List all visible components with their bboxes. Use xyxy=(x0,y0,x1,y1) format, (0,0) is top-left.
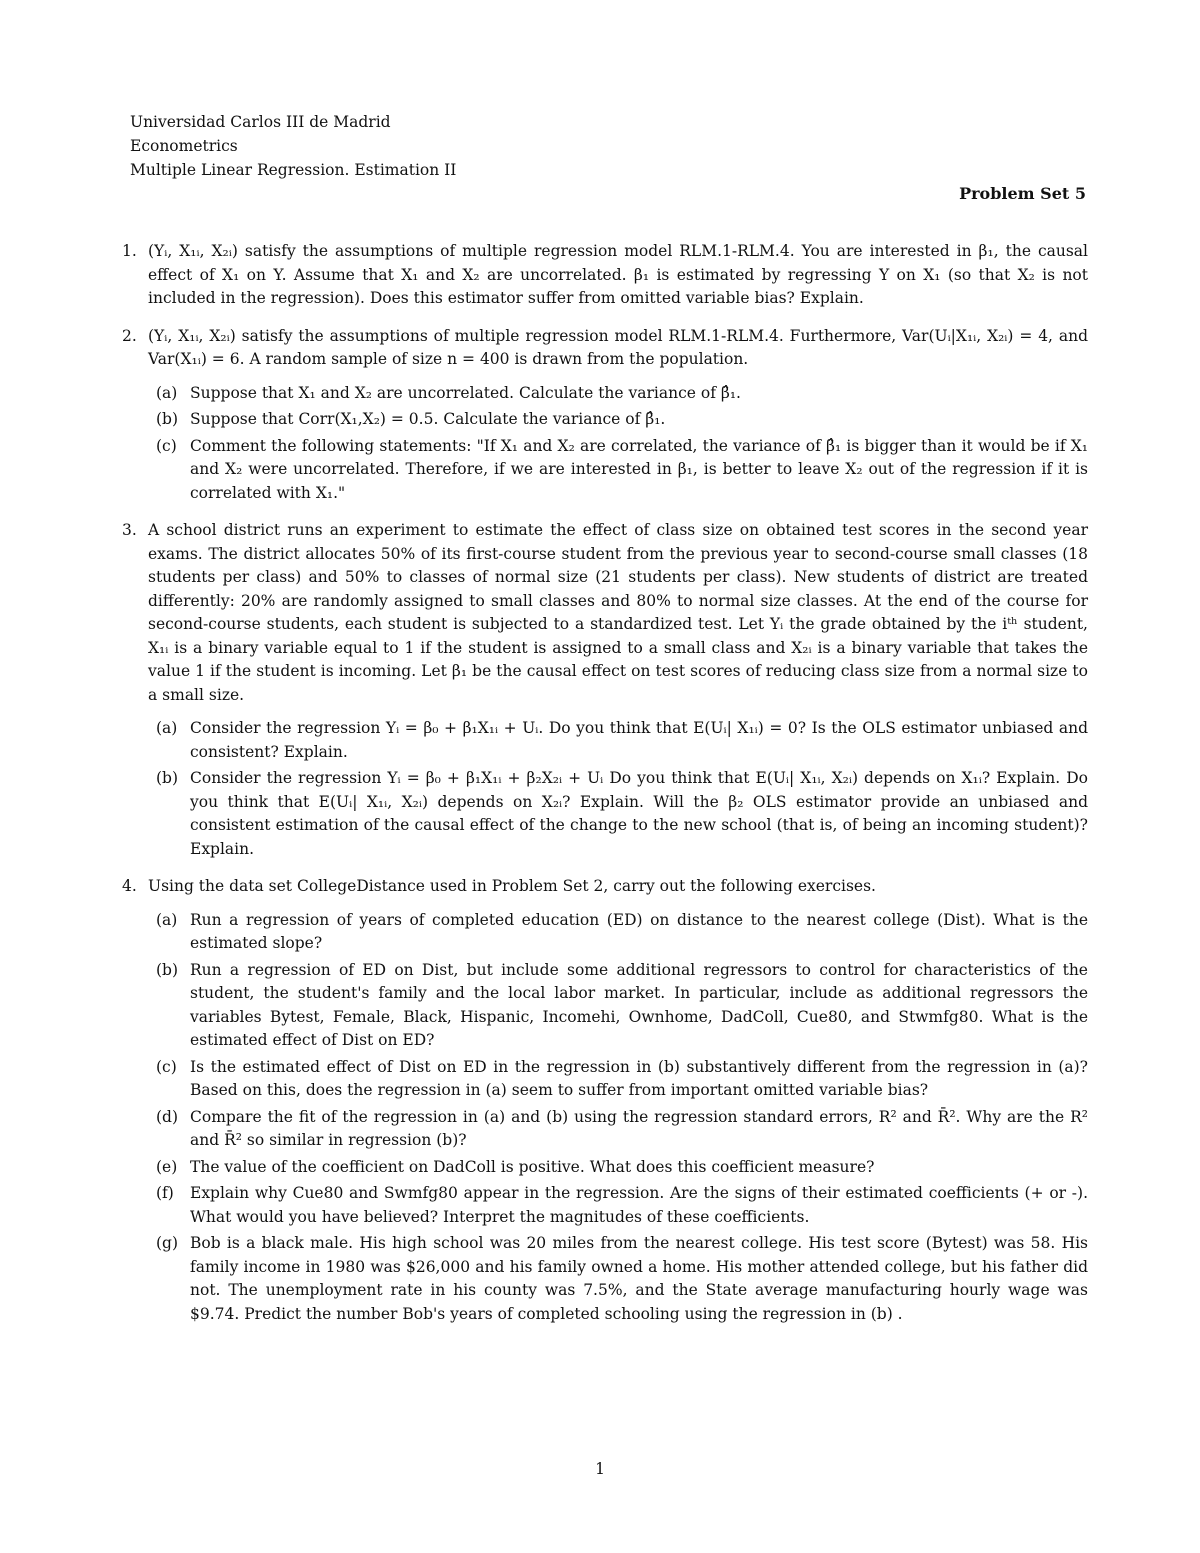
problem-text: Using the data set CollegeDistance used in Problem Set 2, carry out the following exercises. xyxy=(148,877,876,895)
subproblem-label: (e) xyxy=(156,1157,178,1176)
subproblem-label: (c) xyxy=(156,1057,177,1076)
subproblem-label: (f) xyxy=(156,1184,174,1202)
subproblem-4g xyxy=(148,1232,1088,1326)
subproblem-list xyxy=(148,382,1088,506)
subproblem-4b xyxy=(148,959,1088,1053)
subproblem-label: (a) xyxy=(156,719,178,737)
problem-set-title: Problem Set 5 xyxy=(959,184,1086,203)
problem-number: 4. xyxy=(122,877,137,895)
subproblem-label: (a) xyxy=(156,383,178,402)
subproblem-list xyxy=(148,909,1088,1327)
subproblem-4c xyxy=(148,1056,1088,1103)
problem-4 xyxy=(122,875,1088,1326)
subproblem-text: Consider the regression Yᵢ = β₀ + β₁X₁ᵢ + Uᵢ. Do you think that E(Uᵢ| X₁ᵢ) = 0? Is the OLS estimator unbiased and consistent? Explain. xyxy=(190,719,1088,761)
subproblem-label: (b) xyxy=(156,960,179,979)
subproblem-text: Suppose that X₁ and X₂ are uncorrelated. Calculate the variance of β̂₁. xyxy=(190,383,741,402)
subproblem-label: (g) xyxy=(156,1234,179,1252)
problem-1 xyxy=(122,240,1088,311)
university-name: Universidad Carlos III de Madrid xyxy=(130,113,391,131)
subproblem-3a xyxy=(148,717,1088,764)
problem-2 xyxy=(122,325,1088,506)
subproblem-text: Suppose that Corr(X₁,X₂) = 0.5. Calculate the variance of β̂₁. xyxy=(190,410,666,428)
subproblem-text: Run a regression of years of completed education (ED) on distance to the nearest college (Dist). What is the estimated slope? xyxy=(190,910,1088,952)
subproblem-2b xyxy=(148,408,1088,432)
course-name: Econometrics xyxy=(130,137,238,155)
subproblem-4f xyxy=(148,1182,1088,1229)
subproblem-2a xyxy=(148,382,1088,406)
topic-title: Multiple Linear Regression. Estimation II xyxy=(130,161,457,179)
subproblem-4a xyxy=(148,909,1088,956)
subproblem-text: Consider the regression Yᵢ = β₀ + β₁X₁ᵢ + β₂X₂ᵢ + Uᵢ Do you think that E(Uᵢ| X₁ᵢ, X₂ᵢ) depends on X₁ᵢ? Explain. Do you think that E(Uᵢ| X₁ᵢ, X₂ᵢ) depends on X₂ᵢ? Explain. Will the β₂ OLS estimator provide an unbiased and consistent estimation of the causal effect of the change to the new school (that is, of being an incoming student)? Explain. xyxy=(190,769,1088,858)
subproblem-2c xyxy=(148,435,1088,506)
subproblem-label: (c) xyxy=(156,436,177,455)
subproblem-text: Explain why Cue80 and Swmfg80 appear in the regression. Are the signs of their estimated coefficients (+ or -). What would you have believed? Interpret the magnitudes of these coefficients. xyxy=(190,1184,1088,1226)
subproblem-text: Comment the following statements: "If X₁ and X₂ are correlated, the variance of β̂₁ is bigger than it would be if X₁ and X₂ were uncorrelated. Therefore, if we are interested in β₁, is better to leave X₂ out of the regression if it is correlated with X₁." xyxy=(190,436,1088,502)
problem-number: 3. xyxy=(122,521,137,539)
subproblem-label: (d) xyxy=(156,1107,179,1126)
subproblem-label: (a) xyxy=(156,910,178,929)
problem-list xyxy=(122,240,1088,1340)
problem-number: 2. xyxy=(122,326,137,345)
subproblem-text: Is the estimated effect of Dist on ED in the regression in (b) substantively different from the regression in (a)? Based on this, does the regression in (a) seem to suffer from important omitted variable bias? xyxy=(190,1057,1088,1099)
document-header xyxy=(130,110,456,182)
subproblem-4e xyxy=(148,1156,1088,1180)
problem-text: (Yᵢ, X₁ᵢ, X₂ᵢ) satisfy the assumptions of multiple regression model RLM.1-RLM.4. You are interested in β₁, the causal effect of X₁ on Y. Assume that X₁ and X₂ are uncorrelated. β₁ is estimated by regressing Y on X₁ (so that X₂ is not included in the regression). Does this estimator suffer from omitted variable bias? Explain. xyxy=(148,242,1088,307)
subproblem-text: The value of the coefficient on DadColl is positive. What does this coefficient measure? xyxy=(190,1157,875,1176)
subproblem-label: (b) xyxy=(156,410,179,428)
subproblem-text: Run a regression of ED on Dist, but include some additional regressors to control for characteristics of the student, the student's family and the local labor market. In particular, include as additional regressors the variables Bytest, Female, Black, Hispanic, Incomehi, Ownhome, DadColl, Cue80, and Stwmfg80. What is the estimated effect of Dist on ED? xyxy=(190,960,1088,1049)
subproblem-list xyxy=(148,717,1088,861)
subproblem-text: Bob is a black male. His high school was 20 miles from the nearest college. His test score (Bytest) was 58. His family income in 1980 was $26,000 and his family owned a home. His mother attended college, but his father did not. The unemployment rate in his county was 7.5%, and the State average manufacturing hourly wage was $9.74. Predict the number Bob's years of completed schooling using the regression in (b) . xyxy=(190,1234,1088,1323)
problem-text: (Yᵢ, X₁ᵢ, X₂ᵢ) satisfy the assumptions of multiple regression model RLM.1-RLM.4. Furthermore, Var(Uᵢ|X₁ᵢ, X₂ᵢ) = 4, and Var(X₁ᵢ) = 6. A random sample of size n = 400 is drawn from the population. xyxy=(148,326,1088,368)
problem-3 xyxy=(122,519,1088,861)
problem-number: 1. xyxy=(122,242,137,260)
subproblem-text: Compare the fit of the regression in (a) and (b) using the regression standard errors, R² and R̄². Why are the R² and R̄² so similar in regression (b)? xyxy=(190,1107,1088,1149)
subproblem-3b xyxy=(148,767,1088,861)
subproblem-4d xyxy=(148,1106,1088,1153)
problem-text: A school district runs an experiment to estimate the effect of class size on obtained test scores in the second year exams. The district allocates 50% of its first-course student from the previous year to second-course small classes (18 students per class) and 50% to classes of normal size (21 students per class). New students of district are treated differently: 20% are randomly assigned to small classes and 80% to normal size classes. At the end of the course for second-course students, each student is subjected to a standardized test. Let Yᵢ the grade obtained by the iᵗʰ student, X₁ᵢ is a binary variable equal to 1 if the student is assigned to a small class and X₂ᵢ is a binary variable that takes the value 1 if the student is incoming. Let β₁ be the causal effect on test scores of reducing class size from a normal size to a small size. xyxy=(148,521,1088,704)
subproblem-label: (b) xyxy=(156,769,179,787)
page-number: 1 xyxy=(595,1460,605,1478)
